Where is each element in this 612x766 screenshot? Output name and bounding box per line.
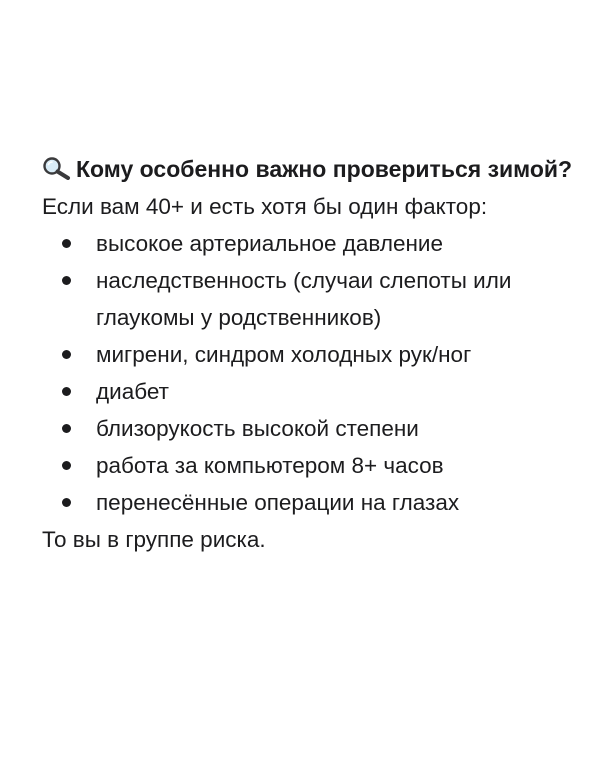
list-item-text: перенесённые операции на глазах	[96, 490, 460, 515]
risk-factors-list	[42, 225, 582, 521]
list-item-text: близорукость высокой степени	[96, 416, 419, 441]
heading-text: Кому особенно важно провериться зимой?	[76, 156, 573, 182]
bullet-icon	[62, 498, 71, 507]
list-item	[42, 262, 582, 336]
list-item	[42, 447, 582, 484]
list-item	[42, 410, 582, 447]
list-item	[42, 225, 582, 262]
bullet-icon	[62, 387, 71, 396]
list-item-text: работа за компьютером 8+ часов	[96, 453, 444, 478]
list-item-text: мигрени, синдром холодных рук/ног	[96, 342, 472, 367]
bullet-icon	[62, 350, 71, 359]
bullet-icon	[62, 239, 71, 248]
magnifying-glass-icon	[42, 153, 72, 177]
document-body	[42, 150, 582, 558]
list-item-text: наследственность (случаи слепоты или глаукомы у родственников)	[96, 268, 512, 330]
list-item	[42, 484, 582, 521]
intro-text: Если вам 40+ и есть хотя бы один фактор:	[42, 194, 488, 219]
bullet-icon	[62, 276, 71, 285]
bullet-icon	[62, 461, 71, 470]
list-item	[42, 373, 582, 410]
list-item-text: диабет	[96, 379, 169, 404]
list-item	[42, 336, 582, 373]
list-item-text: высокое артериальное давление	[96, 231, 443, 256]
section-heading	[42, 150, 582, 188]
outro-text: То вы в группе риска.	[42, 527, 266, 552]
bullet-icon	[62, 424, 71, 433]
